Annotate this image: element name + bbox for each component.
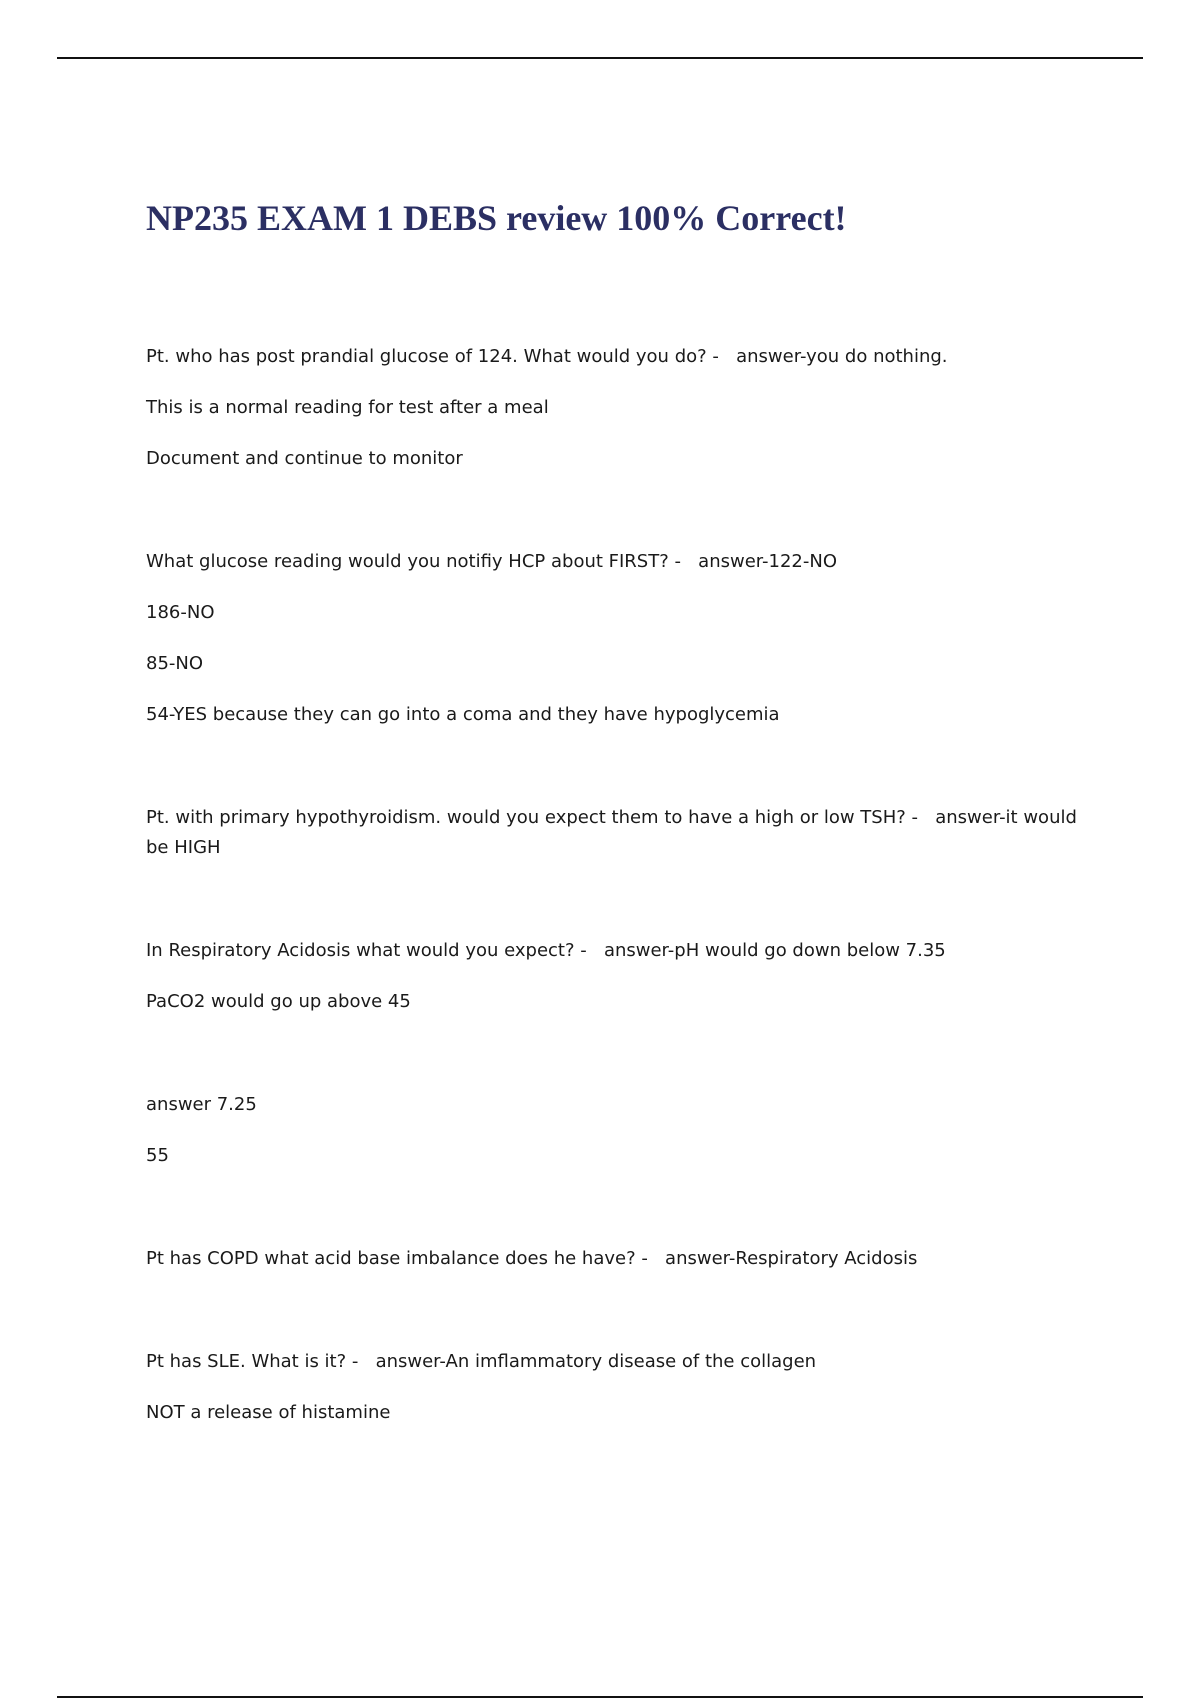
answer-line: 186-NO (146, 602, 215, 623)
answer-text: answer-Respiratory Acidosis (665, 1248, 918, 1269)
qa-item (146, 803, 1086, 863)
question-text: Pt has COPD what acid base imbalance does he have? - (146, 1248, 648, 1269)
qa-item (146, 1244, 1086, 1274)
qa-item (146, 1347, 1086, 1428)
qa-item (146, 1090, 1086, 1171)
qa-item (146, 547, 1086, 730)
answer-text: answer-it would be HIGH (146, 807, 1077, 858)
answer-line: This is a normal reading for test after a meal (146, 397, 549, 418)
question-text: In Respiratory Acidosis what would you expect? - (146, 940, 587, 961)
question-line (146, 547, 1086, 577)
qa-item (146, 342, 1086, 474)
qa-item (146, 936, 1086, 1017)
question-text: Pt has SLE. What is it? - (146, 1351, 359, 1372)
question-line (146, 936, 1086, 966)
answer-line: 85-NO (146, 653, 204, 674)
question-line (146, 1244, 1086, 1274)
question-text: Pt. who has post prandial glucose of 124. What would you do? - (146, 346, 719, 367)
answer-line: 55 (146, 1145, 169, 1166)
answer-text: answer-pH would go down below 7.35 (603, 940, 946, 961)
answer-text: answer-122-NO (698, 551, 838, 572)
answer-line: NOT a release of histamine (146, 1402, 391, 1423)
question-line (146, 342, 1086, 372)
answer-line: answer 7.25 (146, 1094, 257, 1115)
question-text: What glucose reading would you notifiy HCP about FIRST? - (146, 551, 681, 572)
question-text: Pt. with primary hypothyroidism. would you expect them to have a high or low TSH? - (146, 807, 919, 828)
answer-line: Document and continue to monitor (146, 448, 463, 469)
document-title: NP235 EXAM 1 DEBS review 100% Correct! (146, 198, 847, 238)
question-line (146, 1347, 1086, 1377)
answer-text: answer-An imflammatory disease of the collagen (375, 1351, 817, 1372)
answer-line: 54-YES because they can go into a coma and they have hypoglycemia (146, 704, 780, 725)
answer-line: PaCO2 would go up above 45 (146, 991, 411, 1012)
question-line (146, 803, 1086, 863)
header-rule (57, 57, 1143, 59)
footer-rule (57, 1696, 1143, 1698)
answer-text: answer-you do nothing. (736, 346, 948, 367)
document-body (146, 342, 1086, 1449)
